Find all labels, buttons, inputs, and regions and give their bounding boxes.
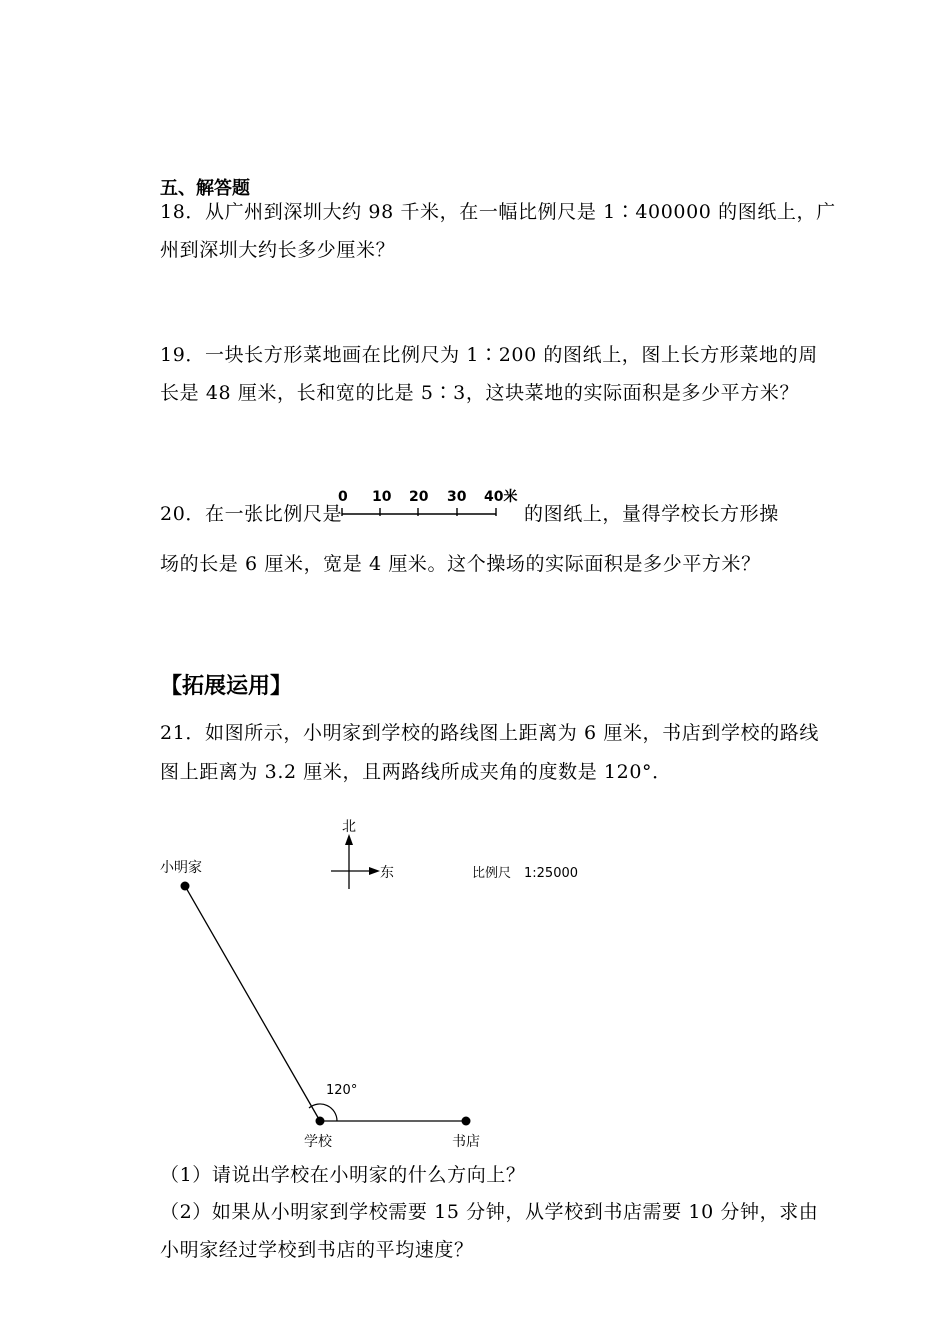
q19-line2: 长是 48 厘米，长和宽的比是 5∶3，这块菜地的实际面积是多少平方米？	[160, 382, 800, 404]
q20-line2: 场的长是 6 厘米，宽是 4 厘米。这个操场的实际面积是多少平方米？	[160, 553, 761, 575]
home-point	[181, 882, 190, 891]
scale-tick-label: 40米	[484, 489, 518, 505]
home-label: 小明家	[160, 860, 202, 876]
angle-label: 120°	[326, 1083, 358, 1098]
q20-suffix: 的图纸上，量得学校长方形操	[524, 503, 779, 525]
q21-line2: 图上距离为 3.2 厘米，且两路线所成夹角的度数是 120°．	[160, 761, 672, 783]
extension-title: 【拓展运用】	[160, 674, 293, 699]
scale-label: 比例尺	[472, 866, 512, 881]
q20-prefix: 20．在一张比例尺是	[160, 503, 343, 525]
scale-tick-label: 10	[372, 489, 392, 505]
north-label: 北	[342, 819, 356, 835]
q18-line2: 州到深圳大约长多少厘米？	[160, 239, 396, 261]
q21-sub2-line2: 小明家经过学校到书店的平均速度？	[160, 1239, 474, 1261]
q18-line1: 18．从广州到深圳大约 98 千米，在一幅比例尺是 1∶400000 的图纸上，广	[160, 201, 836, 223]
route-map-figure	[150, 818, 610, 1156]
school-point	[316, 1117, 325, 1126]
east-arrow-icon	[369, 867, 380, 875]
q21-line1: 21．如图所示，小明家到学校的路线图上距离为 6 厘米，书店到学校的路线	[160, 722, 819, 744]
scale-tick-label: 20	[409, 489, 429, 505]
q21-sub2-line1: （2）如果从小明家到学校需要 15 分钟，从学校到书店需要 10 分钟，求由	[160, 1201, 819, 1223]
section-title: 五、解答题	[160, 178, 250, 199]
scale-tick-label: 0	[338, 489, 348, 505]
scale-value: 1:25000	[524, 866, 579, 881]
east-label: 东	[380, 865, 394, 881]
bookstore-point	[462, 1117, 471, 1126]
school-label: 学校	[304, 1134, 332, 1150]
q19-line1: 19．一块长方形菜地画在比例尺为 1∶200 的图纸上，图上长方形菜地的周	[160, 344, 818, 366]
route-home-school	[185, 886, 320, 1121]
bookstore-label: 书店	[452, 1134, 480, 1150]
scale-bar-figure	[336, 484, 526, 524]
scale-tick-label: 30	[447, 489, 467, 505]
north-arrow-icon	[345, 834, 353, 845]
q21-sub1: （1）请说出学校在小明家的什么方向上？	[160, 1164, 526, 1186]
